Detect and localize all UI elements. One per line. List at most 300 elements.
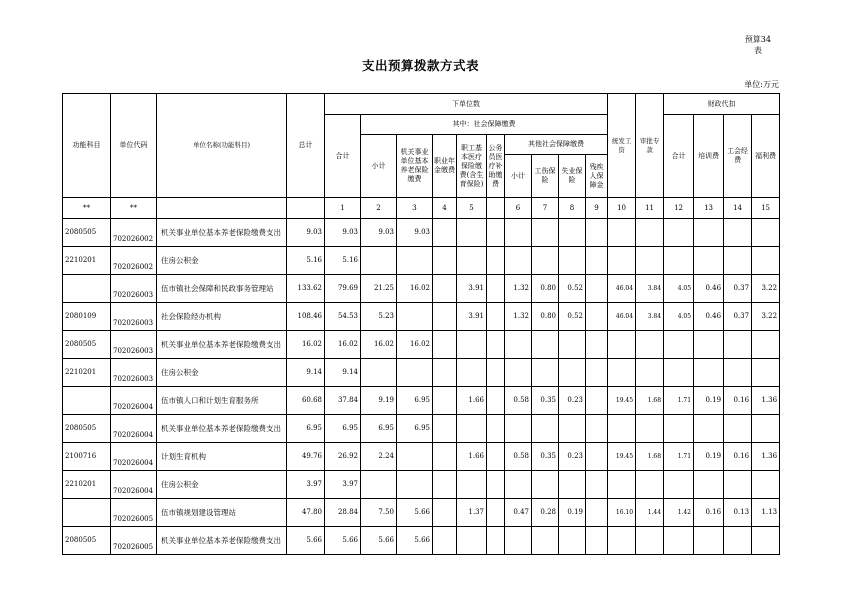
total-cell: 47.80 (287, 499, 325, 527)
injury-cell: 0.35 (532, 443, 559, 471)
training-cell: 0.46 (694, 275, 724, 303)
unit-name-cell: 机关事业单位基本养老保险缴费支出 (157, 415, 287, 443)
injury-cell (532, 219, 559, 247)
total-cell: 9.14 (287, 359, 325, 387)
subtotal-cell (361, 247, 397, 275)
unemployment-cell: 0.23 (559, 387, 586, 415)
annuity-cell (433, 359, 457, 387)
subtotal-cell: 5.23 (361, 303, 397, 331)
wage-cell: 19.45 (608, 387, 636, 415)
table-row (63, 303, 780, 331)
header-training: 培训费 (694, 115, 724, 198)
unit-code-cell: 702026004 (111, 443, 157, 471)
func-code-cell: 2080109 (63, 303, 111, 331)
medical-cell (457, 415, 487, 443)
fin-sum-cell (664, 415, 694, 443)
welfare-cell (752, 219, 780, 247)
index-cell: ** (111, 198, 157, 219)
special-cell (636, 359, 664, 387)
disability-cell (586, 499, 608, 527)
training-cell (694, 219, 724, 247)
wage-cell: 16.10 (608, 499, 636, 527)
other-subtotal-cell: 0.58 (505, 443, 532, 471)
special-cell: 3.84 (636, 275, 664, 303)
header-fin-sum: 合计 (664, 115, 694, 198)
header-unit-name: 单位名称(功能科目) (157, 94, 287, 198)
wage-cell (608, 359, 636, 387)
unit-name-cell: 机关事业单位基本养老保险缴费支出 (157, 527, 287, 555)
annuity-cell (433, 443, 457, 471)
civil-medical-cell (487, 527, 505, 555)
subtotal-cell: 9.03 (361, 219, 397, 247)
table-row (63, 219, 780, 247)
wage-cell: 46.04 (608, 303, 636, 331)
unit-code-cell: 702026004 (111, 471, 157, 499)
page-title: 支出预算拨款方式表 (361, 58, 479, 73)
unit-name-cell: 伍市镇社会保障和民政事务管理站 (157, 275, 287, 303)
training-cell: 0.19 (694, 387, 724, 415)
unemployment-cell: 0.52 (559, 275, 586, 303)
pension-cell (397, 443, 433, 471)
annuity-cell (433, 527, 457, 555)
civil-medical-cell (487, 275, 505, 303)
unit-code-cell: 702026005 (111, 499, 157, 527)
special-cell (636, 415, 664, 443)
other-subtotal-cell (505, 359, 532, 387)
medical-cell: 1.37 (457, 499, 487, 527)
index-cell: 10 (608, 198, 636, 219)
training-cell: 0.19 (694, 443, 724, 471)
unit-name-cell: 伍市镇人口和计划生育服务所 (157, 387, 287, 415)
header-wage: 统发工资 (608, 94, 636, 198)
medical-cell (457, 219, 487, 247)
annuity-cell (433, 499, 457, 527)
subtotal-cell: 5.66 (361, 527, 397, 555)
unemployment-cell (559, 219, 586, 247)
total-cell: 5.16 (287, 247, 325, 275)
training-cell (694, 359, 724, 387)
fin-sum-cell (664, 359, 694, 387)
index-cell (287, 198, 325, 219)
wage-cell: 46.04 (608, 275, 636, 303)
civil-medical-cell (487, 415, 505, 443)
subtotal-cell: 21.25 (361, 275, 397, 303)
medical-cell: 1.66 (457, 387, 487, 415)
unit-code-cell: 702026002 (111, 247, 157, 275)
func-code-cell: 2080505 (63, 527, 111, 555)
wage-cell: 19.45 (608, 443, 636, 471)
wage-cell (608, 331, 636, 359)
fin-sum-cell: 1.71 (664, 387, 694, 415)
disability-cell (586, 415, 608, 443)
annuity-cell (433, 471, 457, 499)
sum-cell: 5.66 (325, 527, 361, 555)
func-code-cell: 2080505 (63, 331, 111, 359)
wage-cell (608, 471, 636, 499)
table-row (63, 331, 780, 359)
fin-sum-cell: 1.71 (664, 443, 694, 471)
index-cell (157, 198, 287, 219)
unit-code-cell: 702026003 (111, 275, 157, 303)
pension-cell: 9.03 (397, 219, 433, 247)
index-cell: ** (63, 198, 111, 219)
union-cell (724, 415, 752, 443)
sum-cell: 16.02 (325, 331, 361, 359)
civil-medical-cell (487, 443, 505, 471)
welfare-cell: 1.13 (752, 499, 780, 527)
fin-sum-cell: 1.42 (664, 499, 694, 527)
civil-medical-cell (487, 331, 505, 359)
func-code-cell (63, 499, 111, 527)
wage-cell (608, 527, 636, 555)
injury-cell (532, 359, 559, 387)
unit-code-cell: 702026005 (111, 527, 157, 555)
sum-cell: 9.14 (325, 359, 361, 387)
medical-cell: 3.91 (457, 303, 487, 331)
medical-cell (457, 471, 487, 499)
func-code-cell: 2210201 (63, 359, 111, 387)
fin-sum-cell: 4.05 (664, 303, 694, 331)
union-cell: 0.37 (724, 303, 752, 331)
unit-name-cell: 住房公积金 (157, 471, 287, 499)
index-cell: 8 (559, 198, 586, 219)
pension-cell: 6.95 (397, 387, 433, 415)
welfare-cell: 3.22 (752, 303, 780, 331)
sum-cell: 5.16 (325, 247, 361, 275)
unit-code-cell: 702026004 (111, 387, 157, 415)
header-annuity: 职业年金缴费 (433, 135, 457, 198)
special-cell: 3.84 (636, 303, 664, 331)
subtotal-cell (361, 359, 397, 387)
injury-cell (532, 471, 559, 499)
special-cell (636, 331, 664, 359)
header-civil-medical: 公务员医疗补助缴费 (487, 135, 505, 198)
wage-cell (608, 219, 636, 247)
other-subtotal-cell (505, 415, 532, 443)
disability-cell (586, 387, 608, 415)
sum-cell: 9.03 (325, 219, 361, 247)
func-code-cell: 2080505 (63, 415, 111, 443)
disability-cell (586, 443, 608, 471)
index-cell: 4 (433, 198, 457, 219)
civil-medical-cell (487, 471, 505, 499)
injury-cell: 0.80 (532, 303, 559, 331)
other-subtotal-cell (505, 219, 532, 247)
injury-cell: 0.80 (532, 275, 559, 303)
unit-code-cell: 702026003 (111, 331, 157, 359)
index-cell: 12 (664, 198, 694, 219)
fin-sum-cell (664, 527, 694, 555)
header-special: 审批专款 (636, 94, 664, 198)
unemployment-cell (559, 471, 586, 499)
union-cell (724, 527, 752, 555)
pension-cell: 5.66 (397, 527, 433, 555)
index-row (63, 198, 780, 219)
unit-name-cell: 机关事业单位基本养老保险缴费支出 (157, 331, 287, 359)
sum-cell: 79.69 (325, 275, 361, 303)
fin-sum-cell: 4.05 (664, 275, 694, 303)
special-cell: 1.44 (636, 499, 664, 527)
welfare-cell (752, 415, 780, 443)
subtotal-cell (361, 471, 397, 499)
union-cell (724, 331, 752, 359)
unemployment-cell (559, 415, 586, 443)
other-subtotal-cell (505, 471, 532, 499)
header-injury: 工伤保险 (532, 155, 559, 198)
disability-cell (586, 275, 608, 303)
wage-cell (608, 415, 636, 443)
annuity-cell (433, 415, 457, 443)
special-cell: 1.68 (636, 387, 664, 415)
header-disability: 残疾人保障金 (586, 155, 608, 198)
unit-name-cell: 计划生育机构 (157, 443, 287, 471)
welfare-cell: 1.36 (752, 443, 780, 471)
unemployment-cell (559, 359, 586, 387)
index-cell: 2 (361, 198, 397, 219)
header-total: 总计 (287, 94, 325, 198)
header-org-pension: 机关事业单位基本养老保险缴费 (397, 135, 433, 198)
disability-cell (586, 331, 608, 359)
injury-cell (532, 415, 559, 443)
total-cell: 5.66 (287, 527, 325, 555)
table-number-line2: 表 (753, 46, 762, 55)
medical-cell (457, 331, 487, 359)
table-number (745, 34, 771, 56)
disability-cell (586, 359, 608, 387)
sum-cell: 6.95 (325, 415, 361, 443)
index-cell: 5 (457, 198, 487, 219)
header-sum: 合计 (325, 115, 361, 198)
unit-code-cell: 702026003 (111, 359, 157, 387)
training-cell (694, 331, 724, 359)
header-unemployment: 失业保险 (559, 155, 586, 198)
special-cell: 1.68 (636, 443, 664, 471)
fin-sum-cell (664, 471, 694, 499)
header-other-subtotal: 小计 (505, 155, 532, 198)
total-cell: 6.95 (287, 415, 325, 443)
civil-medical-cell (487, 303, 505, 331)
training-cell: 0.16 (694, 499, 724, 527)
medical-cell (457, 527, 487, 555)
pension-cell (397, 303, 433, 331)
table-row (63, 443, 780, 471)
union-cell: 0.16 (724, 387, 752, 415)
table-row (63, 247, 780, 275)
injury-cell (532, 527, 559, 555)
pension-cell: 5.66 (397, 499, 433, 527)
unit-code-cell: 702026003 (111, 303, 157, 331)
index-cell: 11 (636, 198, 664, 219)
fin-sum-cell (664, 219, 694, 247)
training-cell: 0.46 (694, 303, 724, 331)
medical-cell (457, 247, 487, 275)
union-cell: 0.37 (724, 275, 752, 303)
table-row (63, 527, 780, 555)
budget-table (62, 93, 780, 555)
other-subtotal-cell: 1.32 (505, 303, 532, 331)
unit-code-cell: 702026002 (111, 219, 157, 247)
func-code-cell (63, 387, 111, 415)
annuity-cell (433, 387, 457, 415)
table-header (63, 94, 780, 219)
fin-sum-cell (664, 331, 694, 359)
func-code-cell (63, 275, 111, 303)
civil-medical-cell (487, 499, 505, 527)
total-cell: 49.76 (287, 443, 325, 471)
index-cell: 1 (325, 198, 361, 219)
welfare-cell (752, 359, 780, 387)
table-row (63, 499, 780, 527)
total-cell: 108.46 (287, 303, 325, 331)
training-cell (694, 415, 724, 443)
index-cell: 3 (397, 198, 433, 219)
total-cell: 9.03 (287, 219, 325, 247)
table-row (63, 387, 780, 415)
header-subtotal: 小计 (361, 135, 397, 198)
union-cell (724, 247, 752, 275)
header-func-subject: 功能科目 (63, 94, 111, 198)
welfare-cell: 3.22 (752, 275, 780, 303)
unit-name-cell: 机关事业单位基本养老保险缴费支出 (157, 219, 287, 247)
medical-cell (457, 359, 487, 387)
table-row (63, 471, 780, 499)
union-cell: 0.13 (724, 499, 752, 527)
training-cell (694, 471, 724, 499)
wage-cell (608, 247, 636, 275)
unemployment-cell: 0.19 (559, 499, 586, 527)
unemployment-cell (559, 331, 586, 359)
annuity-cell (433, 219, 457, 247)
pension-cell (397, 471, 433, 499)
table-row (63, 275, 780, 303)
subtotal-cell: 7.50 (361, 499, 397, 527)
func-code-cell: 2210201 (63, 471, 111, 499)
special-cell (636, 527, 664, 555)
header-finance-deduct: 财政代扣 (664, 94, 780, 115)
special-cell (636, 471, 664, 499)
table-row (63, 359, 780, 387)
func-code-cell: 2210201 (63, 247, 111, 275)
table-row (63, 415, 780, 443)
sum-cell: 26.92 (325, 443, 361, 471)
unit-name-cell: 社会保险经办机构 (157, 303, 287, 331)
unemployment-cell (559, 247, 586, 275)
union-cell (724, 359, 752, 387)
index-cell (487, 198, 505, 219)
unemployment-cell (559, 527, 586, 555)
total-cell: 16.02 (287, 331, 325, 359)
other-subtotal-cell (505, 247, 532, 275)
union-cell (724, 471, 752, 499)
annuity-cell (433, 331, 457, 359)
other-subtotal-cell (505, 527, 532, 555)
index-cell: 9 (586, 198, 608, 219)
civil-medical-cell (487, 247, 505, 275)
other-subtotal-cell: 0.47 (505, 499, 532, 527)
index-cell: 7 (532, 198, 559, 219)
disability-cell (586, 471, 608, 499)
training-cell (694, 247, 724, 275)
unemployment-cell: 0.52 (559, 303, 586, 331)
header-other-social: 其他社会保障缴费 (505, 135, 608, 155)
total-cell: 60.68 (287, 387, 325, 415)
medical-cell: 3.91 (457, 275, 487, 303)
special-cell (636, 219, 664, 247)
disability-cell (586, 247, 608, 275)
disability-cell (586, 527, 608, 555)
welfare-cell (752, 247, 780, 275)
func-code-cell: 2080505 (63, 219, 111, 247)
annuity-cell (433, 247, 457, 275)
fin-sum-cell (664, 247, 694, 275)
func-code-cell: 2100716 (63, 443, 111, 471)
annuity-cell (433, 275, 457, 303)
medical-cell: 1.66 (457, 443, 487, 471)
table-body (63, 219, 780, 555)
subtotal-cell: 16.02 (361, 331, 397, 359)
disability-cell (586, 303, 608, 331)
civil-medical-cell (487, 359, 505, 387)
subtotal-cell: 9.19 (361, 387, 397, 415)
other-subtotal-cell: 0.58 (505, 387, 532, 415)
civil-medical-cell (487, 219, 505, 247)
header-medical: 职工基本医疗保险缴费(含生育保险) (457, 135, 487, 198)
table-number-line1: 预算34 (744, 35, 771, 44)
training-cell (694, 527, 724, 555)
injury-cell (532, 331, 559, 359)
sum-cell: 54.53 (325, 303, 361, 331)
pension-cell: 6.95 (397, 415, 433, 443)
other-subtotal-cell (505, 331, 532, 359)
index-cell: 6 (505, 198, 532, 219)
total-cell: 3.97 (287, 471, 325, 499)
header-union: 工会经费 (724, 115, 752, 198)
welfare-cell (752, 471, 780, 499)
pension-cell: 16.02 (397, 275, 433, 303)
header-unit-code: 单位代码 (111, 94, 157, 198)
other-subtotal-cell: 1.32 (505, 275, 532, 303)
header-social-security: 其中：社会保障缴费 (361, 115, 608, 135)
sum-cell: 37.84 (325, 387, 361, 415)
welfare-cell (752, 331, 780, 359)
welfare-cell: 1.36 (752, 387, 780, 415)
subtotal-cell: 6.95 (361, 415, 397, 443)
unit-code-cell: 702026004 (111, 415, 157, 443)
civil-medical-cell (487, 387, 505, 415)
injury-cell (532, 247, 559, 275)
sum-cell: 3.97 (325, 471, 361, 499)
union-cell (724, 219, 752, 247)
special-cell (636, 247, 664, 275)
index-cell: 15 (752, 198, 780, 219)
pension-cell: 16.02 (397, 331, 433, 359)
pension-cell (397, 247, 433, 275)
unit-name-cell: 住房公积金 (157, 359, 287, 387)
unit-name-cell: 住房公积金 (157, 247, 287, 275)
index-cell: 14 (724, 198, 752, 219)
subtotal-cell: 2.24 (361, 443, 397, 471)
pension-cell (397, 359, 433, 387)
injury-cell: 0.35 (532, 387, 559, 415)
disability-cell (586, 219, 608, 247)
unit-name-cell: 伍市镇规划建设管理站 (157, 499, 287, 527)
sum-cell: 28.84 (325, 499, 361, 527)
header-lower-units: 下单位数 (325, 94, 608, 115)
union-cell: 0.16 (724, 443, 752, 471)
header-welfare: 福利费 (752, 115, 780, 198)
index-cell: 13 (694, 198, 724, 219)
welfare-cell (752, 527, 780, 555)
